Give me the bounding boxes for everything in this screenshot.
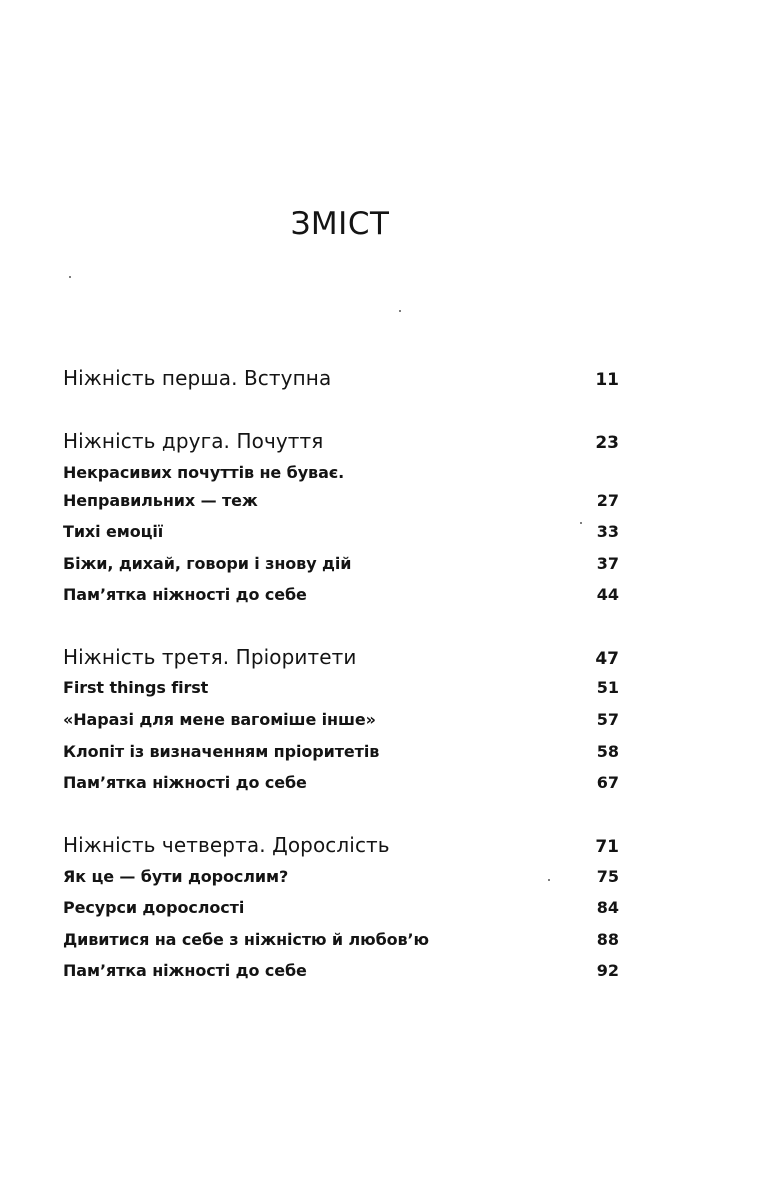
toc-chapter <box>63 429 619 453</box>
chapter-title: Ніжність друга. Почуття <box>63 429 324 453</box>
scan-speck <box>548 879 550 881</box>
page-number: 51 <box>596 678 619 697</box>
toc-item <box>63 554 619 573</box>
item-title: Пам’ятка ніжності до себе <box>63 961 307 980</box>
toc-item <box>63 961 619 980</box>
page-number: 71 <box>595 837 619 857</box>
page-number: 44 <box>596 585 619 604</box>
item-title: Пам’ятка ніжності до себе <box>63 585 307 604</box>
item-title: Неправильних — теж <box>63 491 258 510</box>
toc-item <box>63 867 619 886</box>
toc-chapter <box>63 833 619 857</box>
page-title: ЗМІСТ <box>290 206 390 242</box>
page-number: 57 <box>596 710 619 729</box>
chapter-title: Ніжність третя. Пріоритети <box>63 645 357 669</box>
toc-item <box>63 742 619 761</box>
scan-speck <box>399 310 401 312</box>
chapter-title: Ніжність перша. Вступна <box>63 366 332 390</box>
toc-item <box>63 710 619 729</box>
toc-chapter <box>63 366 619 390</box>
page-number: 27 <box>596 491 619 510</box>
page-number: 33 <box>596 522 619 541</box>
page-number: 58 <box>596 742 619 761</box>
scan-speck <box>580 522 582 524</box>
toc-item <box>63 585 619 604</box>
toc-item <box>63 773 619 792</box>
item-title: «Наразі для мене вагоміше інше» <box>63 710 376 729</box>
toc-item <box>63 522 619 541</box>
item-title: Дивитися на себе з ніжністю й любов’ю <box>63 930 429 949</box>
item-title: Ресурси дорослості <box>63 898 245 917</box>
page-number: 47 <box>595 649 619 669</box>
scan-speck <box>69 276 71 278</box>
toc-item <box>63 678 619 697</box>
item-title: First things first <box>63 678 209 697</box>
toc-item <box>63 930 619 949</box>
toc-item <box>63 491 619 510</box>
item-title: Як це — бути дорослим? <box>63 867 289 886</box>
item-title: Пам’ятка ніжності до себе <box>63 773 307 792</box>
item-title: Біжи, дихай, говори і знову дій <box>63 554 352 573</box>
page-number: 11 <box>595 370 619 390</box>
page-number: 88 <box>596 930 619 949</box>
page-number: 37 <box>596 554 619 573</box>
toc-item <box>63 463 619 482</box>
toc-chapter <box>63 645 619 669</box>
page-number: 67 <box>596 773 619 792</box>
toc-item <box>63 898 619 917</box>
chapter-title: Ніжність четверта. Дорослість <box>63 833 390 857</box>
page-number: 92 <box>596 961 619 980</box>
page-number: 84 <box>596 898 619 917</box>
page-number: 23 <box>595 433 619 453</box>
item-title: Некрасивих почуттів не буває. <box>63 463 345 482</box>
page-number: 75 <box>596 867 619 886</box>
item-title: Клопіт із визначенням пріоритетів <box>63 742 380 761</box>
item-title: Тихі емоції <box>63 522 164 541</box>
